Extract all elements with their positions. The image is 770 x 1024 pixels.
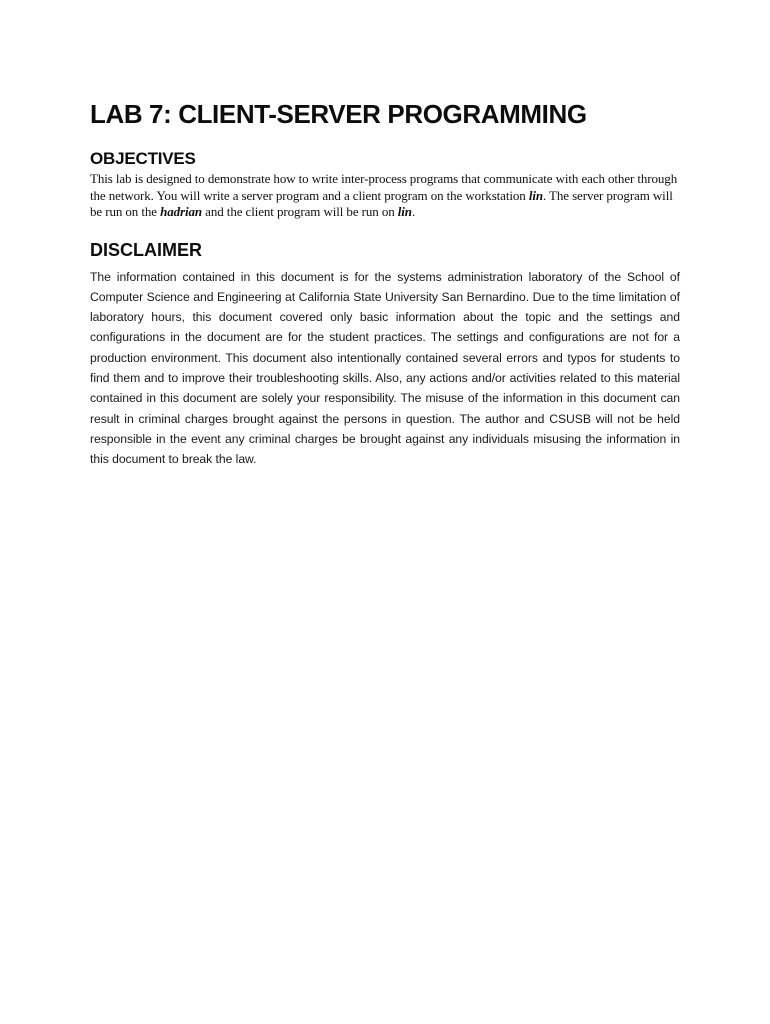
document-title: LAB 7: CLIENT-SERVER PROGRAMMING <box>90 99 587 129</box>
objectives-text-part-2: . The server program will be run on the <box>90 187 673 219</box>
host-lin-label: lin <box>397 204 412 219</box>
host-lin-label: lin <box>528 187 543 203</box>
host-hadrian-label: hadrian <box>160 204 203 219</box>
objectives-text-part-3: and the client program will be run on <box>202 204 398 219</box>
disclaimer-heading: DISCLAIMER <box>90 239 202 260</box>
document-content <box>90 96 680 469</box>
objectives-heading: OBJECTIVES <box>90 149 196 168</box>
objectives-text-part-4: . <box>411 204 416 219</box>
objectives-text-part-1: This lab is designed to demonstrate how to write inter-process programs that communicate with each other through the network. You will write a server program and a client program on the workstation <box>90 171 678 203</box>
disclaimer-paragraph: The information contained in this document is for the systems administration laboratory of the School of Computer Science and Engineering at California State University San Bernardino. Due to the time limitation of laboratory hours, this document covered only basic information about the topic and the settings and configurations in the document are for the student practices. The settings and configurations are not for a production environment. This document also intentionally contained several errors and typos for students to find them and to improve their troubleshooting skills. Also, any actions and/or activities related to this material contained in this document are solely your responsibility. The misuse of the information in this document can result in criminal charges brought against the persons in question. The author and CSUSB will not be held responsible in the event any criminal charges be brought against any individuals misusing the information in this document to break the law. <box>90 269 680 467</box>
objectives-paragraph <box>90 171 680 221</box>
